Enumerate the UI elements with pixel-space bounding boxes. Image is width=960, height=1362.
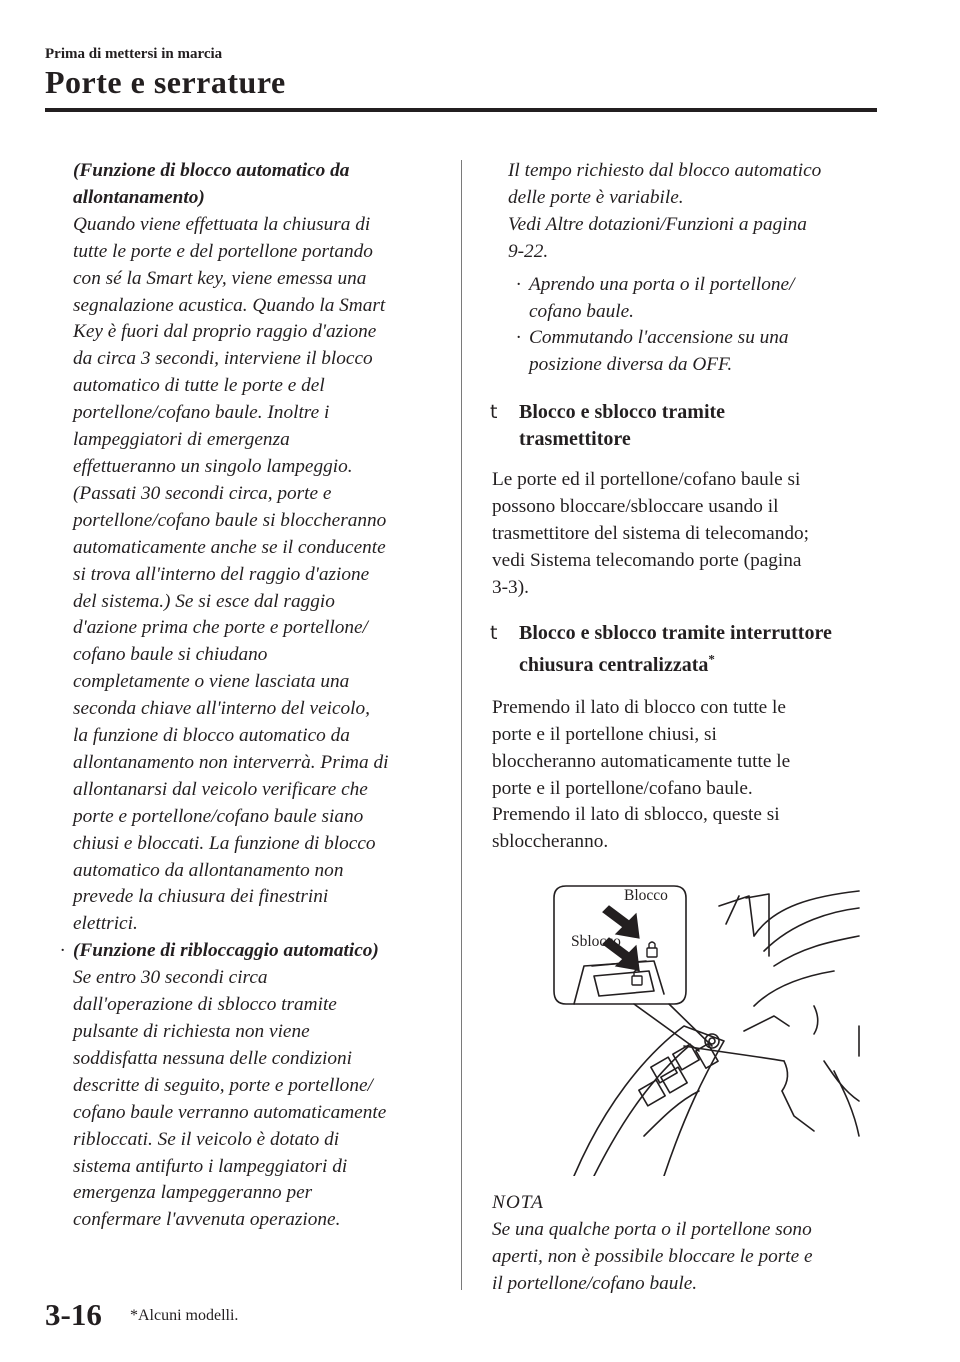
text-line: portellone/cofano baule si bloccheranno	[73, 509, 387, 531]
text-line: sistema antifurto i lampeggiatori di	[73, 1155, 348, 1177]
text-line: Se entro 30 secondi circa	[73, 967, 268, 989]
text-line: (Passati 30 secondi circa, porte e	[73, 482, 332, 504]
transmitter-paragraph	[482, 467, 882, 602]
text-line: con sé la Smart key, viene emessa una	[73, 267, 367, 289]
text-line: da circa 3 secondi, interviene il blocco	[73, 348, 373, 370]
text-line: dall'operazione di sblocco tramite	[73, 994, 337, 1016]
text-line: automaticamente anche se il conducente	[73, 536, 386, 558]
text-line: allontanamento)	[73, 186, 205, 208]
text-line: tutte le porte e del portellone portando	[73, 240, 373, 262]
page-title: Porte e serrature	[45, 64, 286, 100]
text-line: si trova all'interno del raggio d'azione	[73, 563, 370, 585]
text-line: posizione diversa da OFF.	[529, 354, 733, 376]
text-line: Vedi Altre dotazioni/Funzioni a pagina	[508, 213, 807, 235]
text-line: pulsante di richiesta non viene	[73, 1021, 310, 1042]
text-line: 9-22.	[508, 240, 549, 262]
text-line: cofano baule.	[529, 300, 634, 322]
heading-line	[519, 652, 882, 679]
text-line: portellone/cofano baule. Inoltre i	[73, 402, 330, 424]
text-line: aperti, non è possibile bloccare le porte e	[492, 1246, 813, 1268]
auto-lock-paragraph	[52, 158, 452, 938]
text-line: porte e il portellone/cofano baule.	[492, 777, 753, 799]
text-line: 3-3).	[492, 576, 529, 598]
right-column	[482, 158, 882, 1298]
text-line: automatico da allontanamento non	[73, 859, 344, 881]
text-line: emergenza lampeggeranno per	[73, 1182, 313, 1204]
timing-paragraph	[482, 158, 882, 266]
text-line: del sistema.) Se si esce dal raggio	[73, 590, 335, 612]
note-heading: NOTA	[492, 1192, 544, 1214]
bullet-dot: ·	[516, 327, 521, 349]
section-marker-icon: t	[490, 401, 498, 424]
text-line: Premendo il lato di sblocco, queste si	[492, 804, 780, 826]
header-section-label: Prima di mettersi in marcia	[45, 46, 223, 62]
text-line: prevede la chiusura dei finestrini	[73, 886, 329, 908]
central-lock-paragraph	[482, 695, 882, 856]
heading-line: trasmettitore	[519, 428, 631, 451]
header-rule	[45, 108, 877, 112]
condition-bullet	[482, 272, 882, 326]
text-line: la funzione di blocco automatico da	[73, 725, 350, 747]
text-line: seconda chiave all'interno del veicolo,	[73, 698, 370, 720]
text-line: cofano baule si chiudano	[73, 644, 268, 666]
section-marker-icon: t	[490, 621, 498, 644]
text-line: descritte di seguito, porte e portellone/	[73, 1074, 373, 1096]
text-line: Key è fuori dal proprio raggio d'azione	[73, 321, 377, 343]
text-line: allontanamento non interverrà. Prima di	[73, 751, 389, 773]
bullet-dot: ·	[516, 273, 521, 295]
text-line: automatico di tutte le porte e del	[73, 375, 325, 397]
heading-text: chiusura centralizzata	[519, 653, 709, 676]
text-line: d'azione prima che porte e portellone/	[73, 617, 368, 639]
text-line: Le porte ed il portellone/cofano baule si	[492, 469, 801, 491]
bullet-dot: ·	[60, 940, 65, 962]
left-column	[52, 158, 452, 1234]
door-panel-illustration	[514, 876, 884, 1176]
text-line: il portellone/cofano baule.	[492, 1272, 698, 1294]
text-line: Il tempo richiesto dal blocco automatico	[508, 160, 822, 181]
heading-line: Blocco e sblocco tramite	[519, 401, 726, 424]
text-line: Commutando l'accensione su una	[529, 327, 789, 349]
text-line: Quando viene effettuata la chiusura di	[73, 213, 371, 235]
text-line: effettueranno un singolo lampeggio.	[73, 455, 353, 477]
text-line: bloccheranno automaticamente tutte le	[492, 750, 791, 772]
text-line: confermare l'avvenuta operazione.	[73, 1209, 341, 1231]
text-line: vedi Sistema telecomando porte (pagina	[492, 549, 802, 571]
text-line: Aprendo una porta o il portellone/	[529, 273, 795, 295]
text-line: soddisfatta nessuna delle condizioni	[73, 1047, 353, 1069]
text-line: segnalazione acustica. Quando la Smart	[73, 294, 386, 316]
text-line: delle porte è variabile.	[508, 186, 684, 208]
auto-relock-paragraph	[52, 938, 452, 1234]
text-line: sbloccheranno.	[492, 831, 609, 853]
section-heading-transmitter	[482, 399, 882, 453]
text-line: porte e il portellone chiusi, si	[492, 723, 717, 745]
text-line: Se una qualche porta o il portellone sono	[492, 1219, 812, 1241]
text-line: trasmettitore del sistema di telecomando;	[492, 523, 809, 545]
text-line: chiusi e bloccati. La funzione di blocco	[73, 832, 376, 854]
text-line: ribloccati. Se il veicolo è dotato di	[73, 1128, 340, 1150]
section-heading-central-lock	[482, 620, 882, 679]
text-line: allontanarsi dal veicolo verificare che	[73, 778, 368, 800]
unlock-label: Sblocco	[571, 933, 621, 951]
note-paragraph	[482, 1217, 882, 1298]
text-line: possono bloccare/sbloccare usando il	[492, 496, 779, 518]
text-line: Premendo il lato di blocco con tutte le	[492, 696, 786, 718]
heading-line: Blocco e sblocco tramite interruttore	[519, 621, 832, 644]
door-lock-switch-figure	[514, 876, 884, 1176]
page-number: 3-16	[45, 1297, 102, 1332]
lock-label: Blocco	[624, 887, 668, 905]
text-line: (Funzione di ribloccaggio automatico)	[73, 940, 379, 962]
text-line: elettrici.	[73, 913, 138, 935]
condition-bullet	[482, 325, 882, 379]
footnote: *Alcuni modelli.	[130, 1307, 239, 1324]
text-line: lampeggiatori di emergenza	[73, 429, 290, 451]
text-line: cofano baule verranno automaticamente	[73, 1101, 387, 1123]
text-line: porte e portellone/cofano baule siano	[73, 805, 364, 827]
text-line: completamente o viene lasciata una	[73, 671, 350, 693]
column-divider	[461, 160, 462, 1290]
text-line: (Funzione di blocco automatico da	[73, 160, 350, 181]
footnote-marker: *	[708, 651, 715, 667]
